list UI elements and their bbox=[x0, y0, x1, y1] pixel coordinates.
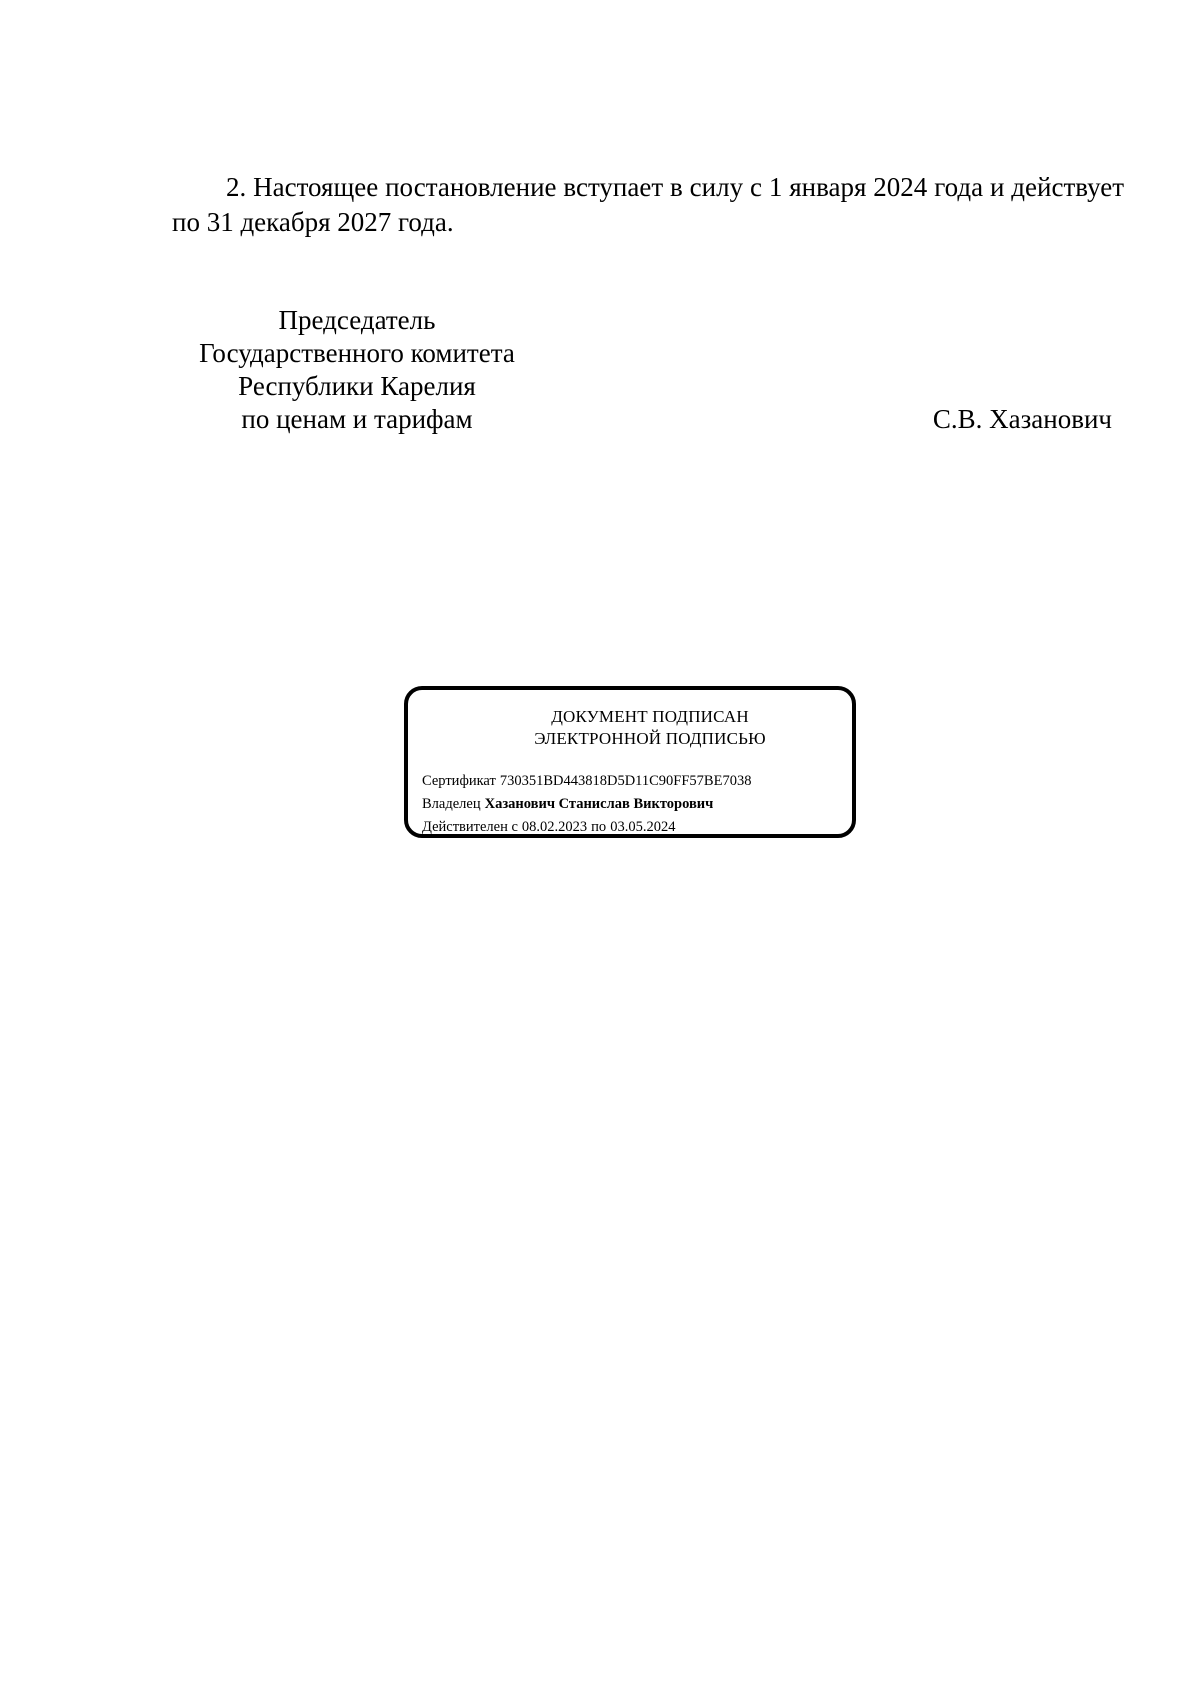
owner-row bbox=[422, 793, 751, 816]
signatory-position-line: по ценам и тарифам bbox=[241, 404, 473, 434]
resolution-paragraph: 2. Настоящее постановление вступает в силу с 1 января 2024 года и действует по 31 декабря 2027 года. bbox=[172, 172, 1124, 237]
certificate-row bbox=[422, 770, 751, 793]
certificate-label: Сертификат bbox=[422, 773, 496, 789]
electronic-signature-stamp bbox=[404, 686, 856, 838]
stamp-details bbox=[422, 770, 751, 839]
signatory-position bbox=[175, 304, 539, 436]
stamp-header bbox=[408, 706, 852, 750]
valid-from: 08.02.2023 bbox=[521, 819, 588, 835]
valid-to-label: по bbox=[591, 819, 607, 835]
stamp-header-line: ДОКУМЕНТ ПОДПИСАН bbox=[551, 707, 749, 726]
signatory-name: С.В. Хазанович bbox=[932, 404, 1112, 434]
certificate-value: 730351BD443818D5D11C90FF57BE7038 bbox=[499, 773, 752, 789]
stamp-header-line: ЭЛЕКТРОННОЙ ПОДПИСЬЮ bbox=[534, 729, 766, 748]
valid-to: 03.05.2024 bbox=[610, 819, 676, 835]
signatory-position-line: Председатель bbox=[278, 305, 436, 335]
owner-label: Владелец bbox=[422, 796, 481, 812]
valid-label: Действителен с bbox=[422, 819, 518, 835]
validity-row bbox=[422, 816, 751, 839]
owner-value: Хазанович Станислав Викторович bbox=[484, 796, 714, 812]
signatory-position-line: Республики Карелия bbox=[238, 371, 476, 401]
signatory-position-line: Государственного комитета bbox=[199, 338, 515, 368]
